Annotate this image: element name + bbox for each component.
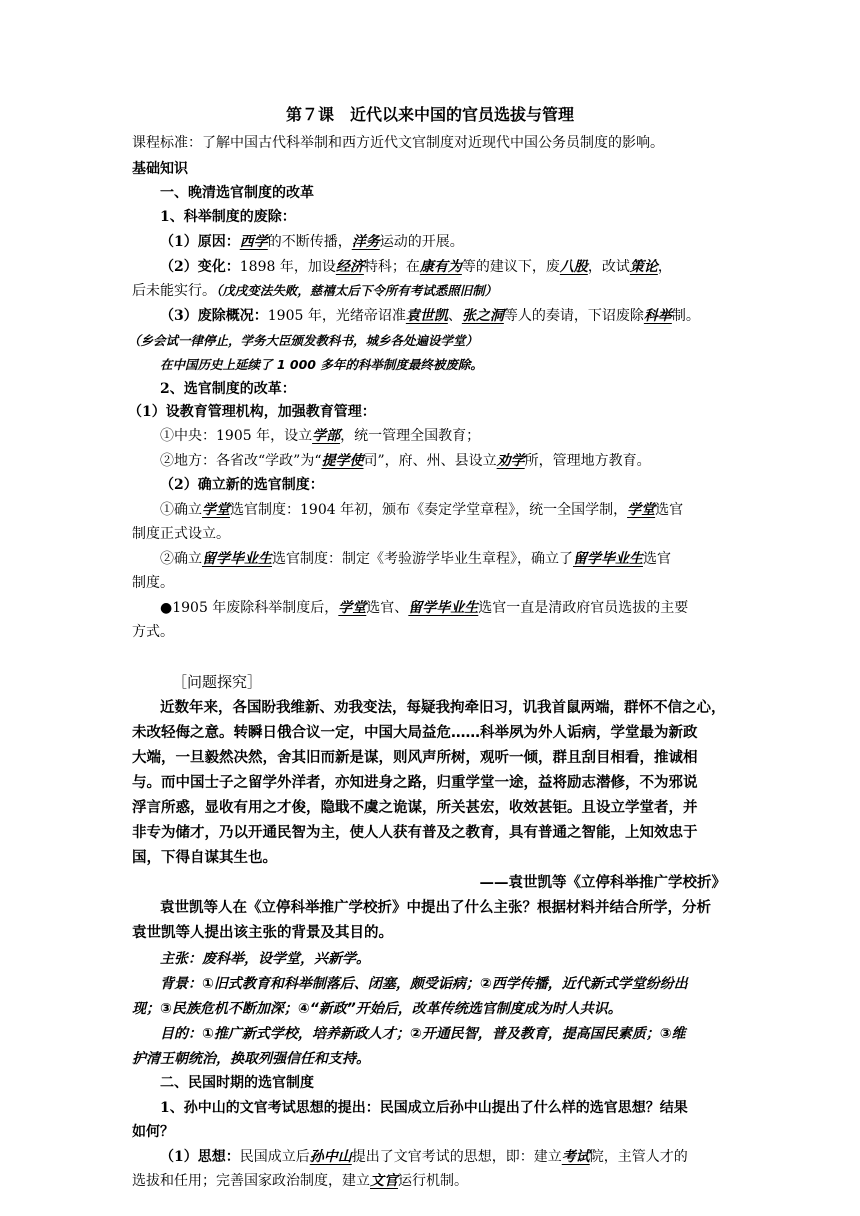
- answer-purpose-2: 护清王朝统治，换取列强信任和支持。: [132, 1051, 370, 1067]
- idea-line-2: [132, 1170, 468, 1192]
- answer-purpose: 目的：①推广新式学校，培养新政人才；②开通民智，普及教育，提高国民素质；③维: [160, 1026, 686, 1042]
- fill-blank: 张之洞: [461, 308, 504, 324]
- fill-blank: 袁世凯: [405, 308, 448, 324]
- abolish-line: [160, 305, 700, 327]
- material-line: 大端，一旦毅然决然，舍其旧而新是谋，则风声所树，观听一倾，群且刮目相看，推诚相: [132, 750, 698, 766]
- answer-background-2: 现；③民族危机不断加深；④“新政”开始后，改革传统选官制度成为时人共识。: [132, 1001, 622, 1017]
- material-line: 国，下得自谋其生也。: [132, 850, 277, 866]
- text: ，: [657, 259, 672, 275]
- change-line: [160, 256, 672, 278]
- text: 选官、: [366, 600, 409, 616]
- text: 后未能实行。: [132, 283, 216, 299]
- text: 运行机制。: [398, 1173, 468, 1189]
- fill-blank: 劝学: [496, 453, 525, 469]
- fill-blank: 洋务: [351, 234, 380, 250]
- fill-blank: 留学毕业生: [573, 551, 643, 567]
- text: 选官制度：制定《考验游学毕业生章程》，确立了: [272, 551, 573, 567]
- fill-blank: 学堂: [627, 502, 656, 518]
- inquiry-question: 袁世凯等人在《立停科举推广学校折》中提出了什么主张？根据材料并结合所学，分析: [160, 900, 711, 916]
- idea-line: [160, 1146, 688, 1168]
- part1-heading: 一、晚清选官制度的改革: [160, 185, 314, 201]
- text: ①确立: [160, 502, 202, 518]
- fill-blank: 经济: [335, 259, 364, 275]
- page-title: 第７课 近代以来中国的官员选拔与管理: [285, 105, 574, 124]
- part2-question-2: 如何？: [132, 1124, 174, 1140]
- section-basic-knowledge: 基础知识: [132, 161, 188, 177]
- newsys-school-2: 制度正式设立。: [132, 526, 230, 542]
- text: 的不断传播，: [267, 234, 352, 250]
- fill-blank: 留学毕业生: [202, 551, 272, 567]
- newsys-summary-2: 方式。: [132, 624, 174, 640]
- change-label: （2）变化：: [160, 259, 240, 275]
- newsys-school: [160, 499, 683, 521]
- newsys-label: （2）确立新的选官制度：: [160, 477, 324, 493]
- inquiry-question-2: 袁世凯等人提出该主张的背景及其目的。: [132, 925, 393, 941]
- newsys-abroad-2: 制度。: [132, 575, 174, 591]
- material-line: 与。而中国士子之留学外洋者，亦知进身之路，归重学堂一途，益将励志潜修，不为邪说: [132, 775, 698, 791]
- text: ②地方：各省改“学政”为“: [160, 453, 322, 469]
- text: 制。: [671, 308, 700, 324]
- text: ②确立: [160, 551, 202, 567]
- edu-local: [160, 450, 651, 472]
- text: 选官一直是清政府官员选拔的主要: [478, 600, 689, 616]
- text: 提出了文官考试的思想，即：建立: [351, 1149, 562, 1165]
- text: 运动的开展。: [379, 234, 464, 250]
- fill-blank: 西学: [239, 234, 268, 250]
- change-line-2: [132, 280, 497, 302]
- text: 司”，府、州、县设立: [363, 453, 497, 469]
- text: ，统一管理全国教育；: [340, 428, 481, 444]
- material-line: 未改轻侮之意。转瞬日俄合议一定，中国大局益危……科举夙为外人诟病，学堂最为新政: [132, 725, 698, 741]
- fill-blank: 科举: [643, 308, 672, 324]
- fill-blank: 策论: [629, 259, 658, 275]
- text: 所，管理地方教育。: [524, 453, 651, 469]
- fill-blank: 提学使: [321, 453, 364, 469]
- edu-label: （1）设教育管理机构，加强教育管理：: [128, 404, 376, 420]
- cause-label: （1）原因：: [160, 234, 240, 250]
- material-source: ——袁世凯等《立停科举推广学校折》: [479, 875, 726, 891]
- text: 选官制度：1904 年初，颁布《奏定学堂章程》，统一全国学制，: [230, 502, 628, 518]
- inquiry-heading: ［问题探究］: [172, 673, 263, 691]
- handwritten-note: （乡会试一律停止，学务大臣颁发教科书，城乡各处遍设学堂）: [128, 333, 479, 348]
- text: 选官: [655, 502, 684, 518]
- part1-sub1: 1、科举制度的废除：: [160, 209, 296, 225]
- part2-question: 1、孙中山的文官考试思想的提出：民国成立后孙中山提出了什么样的选官思想？结果: [160, 1100, 688, 1116]
- text: 1905 年，光绪帝诏准: [267, 308, 406, 324]
- newsys-summary: [160, 597, 688, 619]
- idea-label: （1）思想：: [160, 1149, 240, 1165]
- text: 选拔和任用；完善国家政治制度，建立: [132, 1173, 370, 1189]
- material-line: 近数年来，各国盼我维新、劝我变法，每疑我拘牵旧习，讥我首鼠两端，群怀不信之心，: [160, 700, 726, 716]
- answer-claim: 主张：废科举，设学堂，兴新学。: [160, 951, 370, 967]
- text: 、: [447, 308, 462, 324]
- edu-central: [160, 425, 480, 447]
- text: 等人的奏请，下诏废除: [503, 308, 644, 324]
- text: 选官: [643, 551, 671, 567]
- curriculum-standard: 课程标准：了解中国古代科举制和西方近代文官制度对近现代中国公务员制度的影响。: [132, 135, 664, 151]
- newsys-abroad: [160, 548, 671, 570]
- fill-blank: 文官: [370, 1173, 398, 1189]
- text: 民国成立后: [239, 1149, 310, 1165]
- text: ①中央：1905 年，设立: [160, 428, 313, 444]
- part2-heading: 二、民国时期的选官制度: [160, 1075, 314, 1091]
- fill-blank: 留学毕业生: [408, 600, 479, 616]
- fill-blank: 孙中山: [309, 1149, 352, 1165]
- cause-line: [160, 231, 464, 253]
- text: 院，主管人才的: [589, 1149, 688, 1165]
- text: 等的建议下，废: [461, 259, 560, 275]
- text: 特科；在: [363, 259, 420, 275]
- text: ，改试: [587, 259, 630, 275]
- fill-blank: 学堂: [202, 502, 230, 518]
- answer-background: 背景：①旧式教育和科举制落后、闭塞，颇受诟病；②西学传播，近代新式学堂纷纷出: [160, 976, 688, 992]
- fill-blank: 八股: [559, 259, 588, 275]
- material-line: 非专为储才，乃以开通民智为主，使人人获有普及之教育，具有普通之智能，上知效忠于: [132, 825, 698, 841]
- text: 1898 年，加设: [239, 259, 336, 275]
- handwritten-note: （戊戌变法失败，慈禧太后下令所有考试悉照旧制）: [216, 283, 498, 298]
- text: ●1905 年废除科举制度后，: [160, 600, 339, 616]
- fill-blank: 康有为: [419, 259, 462, 275]
- material-line: 浮言所惑，显收有用之才俊，隐戢不虞之诡谋，所关甚宏，收效甚钜。且设立学堂者，并: [132, 800, 698, 816]
- handwritten-note-2: 在中国历史上延续了 1 000 多年的科举制度最终被废除。: [160, 357, 483, 372]
- fill-blank: 学部: [312, 428, 341, 444]
- fill-blank: 考试: [561, 1149, 590, 1165]
- part1-sub2: 2、选官制度的改革：: [160, 381, 296, 397]
- fill-blank: 学堂: [338, 600, 367, 616]
- abolish-label: （3）废除概况：: [160, 308, 268, 324]
